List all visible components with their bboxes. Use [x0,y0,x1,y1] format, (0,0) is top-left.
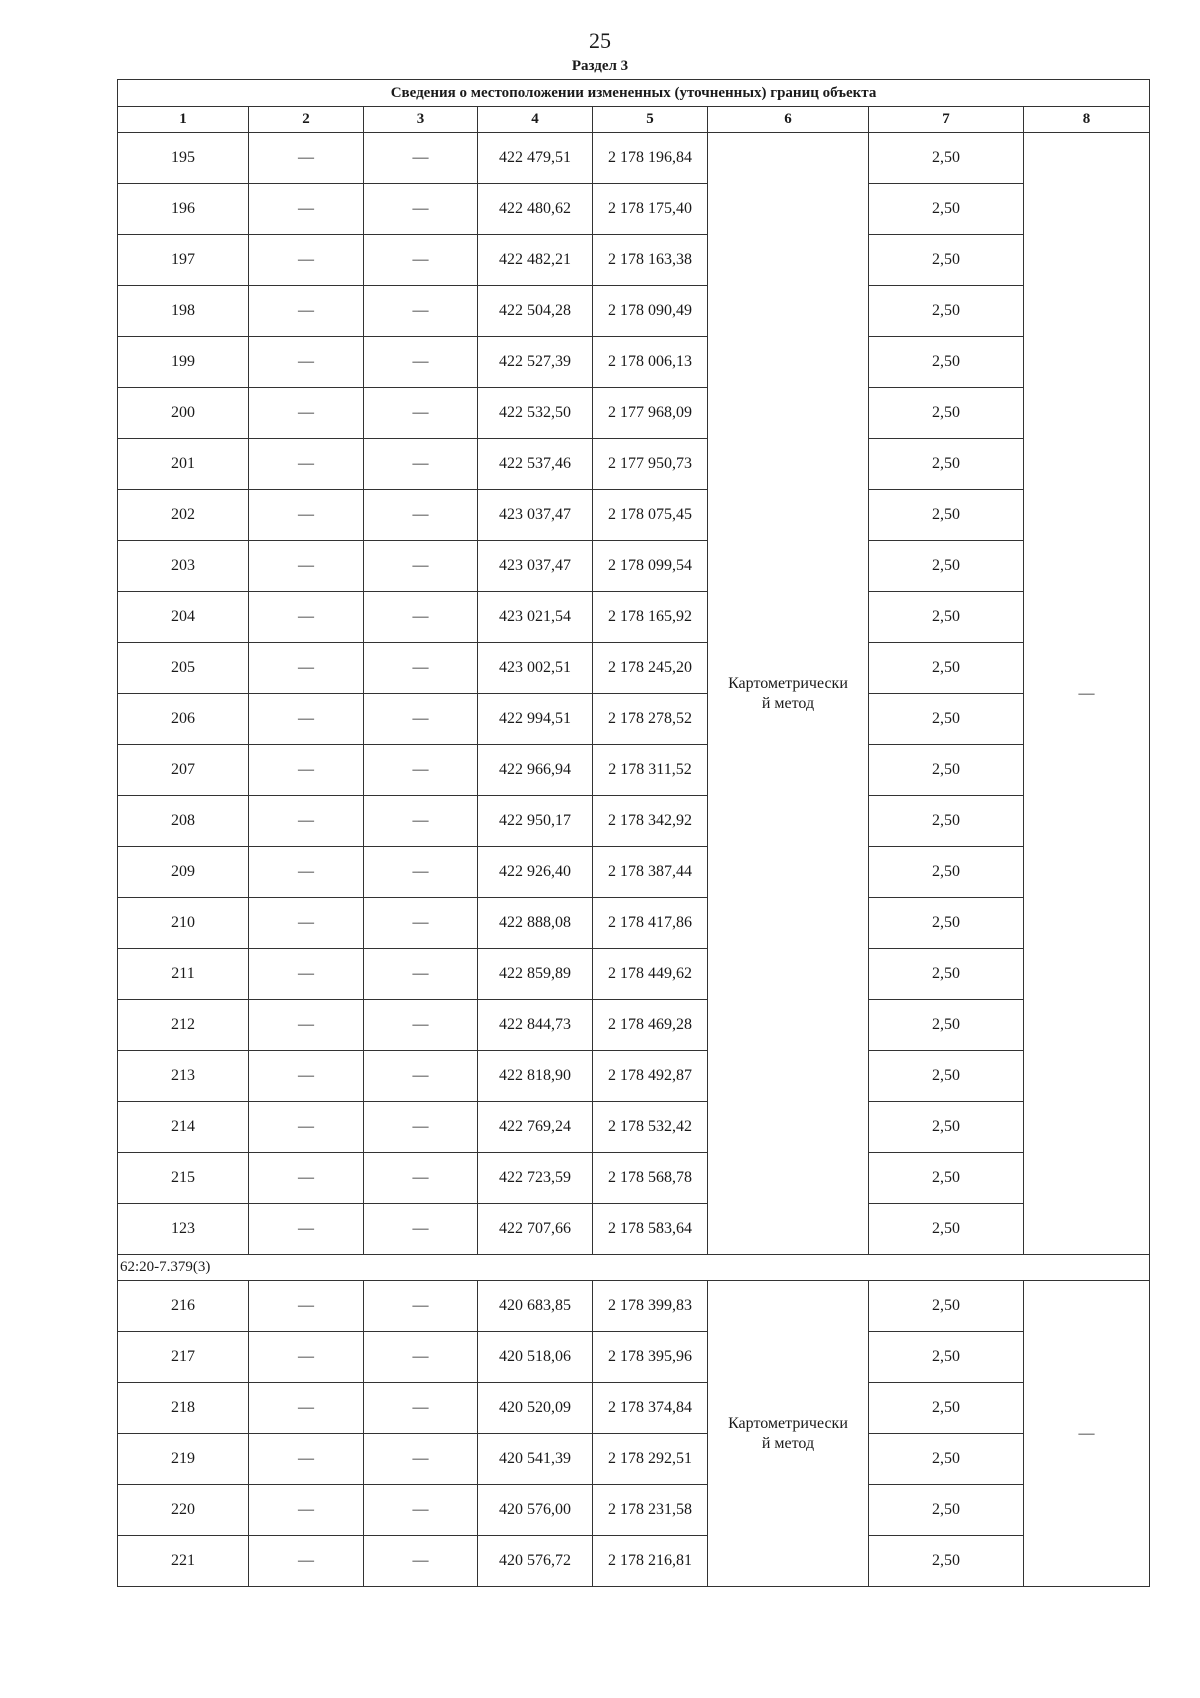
coordinate-y: 2 178 165,92 [593,592,708,643]
point-number: 208 [118,796,249,847]
coordinate-x: 422 707,66 [478,1204,593,1255]
point-number: 219 [118,1434,249,1485]
point-number: 214 [118,1102,249,1153]
table-row [118,694,1150,745]
empty-cell: — [249,286,364,337]
method-cell [708,1281,869,1587]
empty-cell: — [249,1102,364,1153]
accuracy-value: 2,50 [869,745,1024,796]
empty-cell: — [364,1000,478,1051]
empty-cell: — [364,1153,478,1204]
empty-cell: — [364,490,478,541]
accuracy-value: 2,50 [869,1051,1024,1102]
point-number: 203 [118,541,249,592]
table-row [118,439,1150,490]
coordinate-x: 422 926,40 [478,847,593,898]
point-number: 199 [118,337,249,388]
coordinate-x: 420 518,06 [478,1332,593,1383]
method-cell [708,133,869,1255]
empty-cell: — [364,1332,478,1383]
coordinate-y: 2 178 395,96 [593,1332,708,1383]
empty-cell: — [249,337,364,388]
coordinate-x: 422 844,73 [478,1000,593,1051]
accuracy-value: 2,50 [869,1332,1024,1383]
parcel-number: 62:20-7.379(3) [118,1255,1150,1281]
table-row [118,898,1150,949]
table-row [118,1102,1150,1153]
table-row [118,286,1150,337]
coordinate-y: 2 178 449,62 [593,949,708,1000]
accuracy-value: 2,50 [869,337,1024,388]
coordinate-y: 2 178 099,54 [593,541,708,592]
empty-cell: — [249,184,364,235]
point-number: 209 [118,847,249,898]
empty-cell: — [249,796,364,847]
empty-cell: — [249,949,364,1000]
table-row [118,1051,1150,1102]
table-row [118,1281,1150,1332]
point-number: 201 [118,439,249,490]
coordinate-y: 2 178 374,84 [593,1383,708,1434]
point-number: 220 [118,1485,249,1536]
empty-cell: — [364,1434,478,1485]
empty-cell: — [364,286,478,337]
coordinate-y: 2 178 492,87 [593,1051,708,1102]
empty-cell: — [364,1536,478,1587]
accuracy-value: 2,50 [869,1204,1024,1255]
table-row [118,847,1150,898]
coordinate-x: 422 537,46 [478,439,593,490]
coordinate-x: 422 966,94 [478,745,593,796]
accuracy-value: 2,50 [869,235,1024,286]
coordinate-y: 2 178 175,40 [593,184,708,235]
accuracy-value: 2,50 [869,439,1024,490]
table-row [118,1485,1150,1536]
empty-cell: — [249,1000,364,1051]
empty-cell: — [249,1153,364,1204]
coordinate-x: 422 479,51 [478,133,593,184]
accuracy-value: 2,50 [869,1153,1024,1204]
accuracy-value: 2,50 [869,388,1024,439]
table-row [118,388,1150,439]
empty-cell: — [249,541,364,592]
point-number: 211 [118,949,249,1000]
coordinate-y: 2 177 968,09 [593,388,708,439]
coordinate-x: 420 520,09 [478,1383,593,1434]
empty-cell: — [364,643,478,694]
empty-cell: — [364,541,478,592]
point-number: 212 [118,1000,249,1051]
coordinate-x: 420 683,85 [478,1281,593,1332]
empty-cell: — [364,745,478,796]
table-caption-row [118,80,1150,107]
column-number: 5 [593,107,708,133]
coordinate-y: 2 178 090,49 [593,286,708,337]
accuracy-value: 2,50 [869,1434,1024,1485]
coordinate-x: 420 576,00 [478,1485,593,1536]
empty-cell: — [364,1051,478,1102]
coordinate-x: 422 859,89 [478,949,593,1000]
accuracy-value: 2,50 [869,1102,1024,1153]
accuracy-value: 2,50 [869,184,1024,235]
empty-cell: — [249,1204,364,1255]
accuracy-value: 2,50 [869,133,1024,184]
coordinate-y: 2 178 469,28 [593,1000,708,1051]
empty-cell: — [249,1332,364,1383]
coordinate-x: 422 723,59 [478,1153,593,1204]
point-number: 196 [118,184,249,235]
accuracy-value: 2,50 [869,1383,1024,1434]
table-row [118,643,1150,694]
table-row [118,184,1150,235]
boundaries-table [117,79,1150,1587]
point-number: 197 [118,235,249,286]
coordinate-y: 2 178 583,64 [593,1204,708,1255]
coordinate-x: 422 482,21 [478,235,593,286]
point-number: 217 [118,1332,249,1383]
empty-cell: — [249,235,364,286]
point-number: 202 [118,490,249,541]
empty-cell: — [249,133,364,184]
coordinate-x: 423 021,54 [478,592,593,643]
table-row [118,541,1150,592]
coordinate-x: 422 504,28 [478,286,593,337]
table-row [118,133,1150,184]
point-number: 200 [118,388,249,439]
empty-cell: — [364,1204,478,1255]
point-number: 218 [118,1383,249,1434]
point-number: 198 [118,286,249,337]
point-number: 207 [118,745,249,796]
empty-cell: — [249,1051,364,1102]
coordinate-y: 2 178 196,84 [593,133,708,184]
accuracy-value: 2,50 [869,1536,1024,1587]
empty-cell: — [249,1383,364,1434]
empty-cell: — [249,1434,364,1485]
coordinate-y: 2 178 245,20 [593,643,708,694]
coordinate-y: 2 178 532,42 [593,1102,708,1153]
accuracy-value: 2,50 [869,490,1024,541]
column-number: 7 [869,107,1024,133]
accuracy-value: 2,50 [869,847,1024,898]
empty-cell: — [249,592,364,643]
page-number: 25 [589,28,611,53]
empty-cell: — [249,1281,364,1332]
empty-cell: — [249,745,364,796]
coordinate-y: 2 178 417,86 [593,898,708,949]
accuracy-value: 2,50 [869,592,1024,643]
point-number: 210 [118,898,249,949]
coordinate-y: 2 178 342,92 [593,796,708,847]
empty-cell: — [249,439,364,490]
table-row [118,490,1150,541]
method-text: Картометрически й метод [728,1414,848,1452]
coordinate-y: 2 178 568,78 [593,1153,708,1204]
empty-cell: — [364,898,478,949]
coordinate-x: 422 950,17 [478,796,593,847]
empty-cell: — [364,847,478,898]
table-row [118,1536,1150,1587]
coordinate-y: 2 177 950,73 [593,439,708,490]
coordinate-y: 2 178 399,83 [593,1281,708,1332]
coordinate-y: 2 178 216,81 [593,1536,708,1587]
table-row [118,592,1150,643]
column8-cell: — [1024,133,1150,1255]
empty-cell: — [364,235,478,286]
table-row [118,1204,1150,1255]
coordinate-x: 423 037,47 [478,490,593,541]
column-number: 8 [1024,107,1150,133]
point-number: 215 [118,1153,249,1204]
empty-cell: — [364,1102,478,1153]
coordinate-x: 422 532,50 [478,388,593,439]
table-row [118,1383,1150,1434]
column-number: 4 [478,107,593,133]
column8-cell: — [1024,1281,1150,1587]
table-row [118,337,1150,388]
coordinate-x: 422 888,08 [478,898,593,949]
empty-cell: — [249,388,364,439]
table-row [118,1434,1150,1485]
coordinate-y: 2 178 278,52 [593,694,708,745]
column-number: 2 [249,107,364,133]
column-number: 3 [364,107,478,133]
method-text: Картометрически й метод [728,674,848,712]
coordinate-x: 422 818,90 [478,1051,593,1102]
accuracy-value: 2,50 [869,694,1024,745]
accuracy-value: 2,50 [869,643,1024,694]
empty-cell: — [364,133,478,184]
coordinate-y: 2 178 075,45 [593,490,708,541]
point-number: 213 [118,1051,249,1102]
table-row [118,1000,1150,1051]
empty-cell: — [364,184,478,235]
point-number: 221 [118,1536,249,1587]
coordinate-y: 2 178 231,58 [593,1485,708,1536]
coordinate-y: 2 178 163,38 [593,235,708,286]
coordinate-x: 423 002,51 [478,643,593,694]
accuracy-value: 2,50 [869,796,1024,847]
coordinate-x: 422 480,62 [478,184,593,235]
empty-cell: — [364,592,478,643]
point-number: 205 [118,643,249,694]
column-numbers-row [118,107,1150,133]
coordinate-y: 2 178 311,52 [593,745,708,796]
table-row [118,1332,1150,1383]
empty-cell: — [364,1485,478,1536]
empty-cell: — [364,439,478,490]
accuracy-value: 2,50 [869,541,1024,592]
coordinate-x: 423 037,47 [478,541,593,592]
accuracy-value: 2,50 [869,898,1024,949]
table-row [118,949,1150,1000]
point-number: 123 [118,1204,249,1255]
empty-cell: — [249,1485,364,1536]
point-number: 204 [118,592,249,643]
empty-cell: — [364,1383,478,1434]
section-title: Раздел 3 [571,58,629,74]
point-number: 216 [118,1281,249,1332]
accuracy-value: 2,50 [869,1281,1024,1332]
column-number: 6 [708,107,869,133]
coordinate-x: 422 769,24 [478,1102,593,1153]
empty-cell: — [364,949,478,1000]
coordinate-y: 2 178 387,44 [593,847,708,898]
empty-cell: — [364,1281,478,1332]
point-number: 206 [118,694,249,745]
coordinate-x: 420 576,72 [478,1536,593,1587]
accuracy-value: 2,50 [869,949,1024,1000]
accuracy-value: 2,50 [869,286,1024,337]
coordinate-x: 422 994,51 [478,694,593,745]
empty-cell: — [249,643,364,694]
coordinate-y: 2 178 292,51 [593,1434,708,1485]
coordinate-x: 420 541,39 [478,1434,593,1485]
empty-cell: — [249,490,364,541]
table-row [118,1153,1150,1204]
column-number: 1 [118,107,249,133]
empty-cell: — [364,388,478,439]
table-row [118,745,1150,796]
empty-cell: — [249,898,364,949]
coordinate-y: 2 178 006,13 [593,337,708,388]
coordinate-x: 422 527,39 [478,337,593,388]
empty-cell: — [249,694,364,745]
empty-cell: — [249,1536,364,1587]
empty-cell: — [364,337,478,388]
table-caption: Сведения о местоположении измененных (уточненных) границ объекта [118,80,1150,107]
accuracy-value: 2,50 [869,1485,1024,1536]
empty-cell: — [364,694,478,745]
table-row [118,796,1150,847]
empty-cell: — [364,796,478,847]
empty-cell: — [249,847,364,898]
parcel-row [118,1255,1150,1281]
table-row [118,235,1150,286]
point-number: 195 [118,133,249,184]
accuracy-value: 2,50 [869,1000,1024,1051]
